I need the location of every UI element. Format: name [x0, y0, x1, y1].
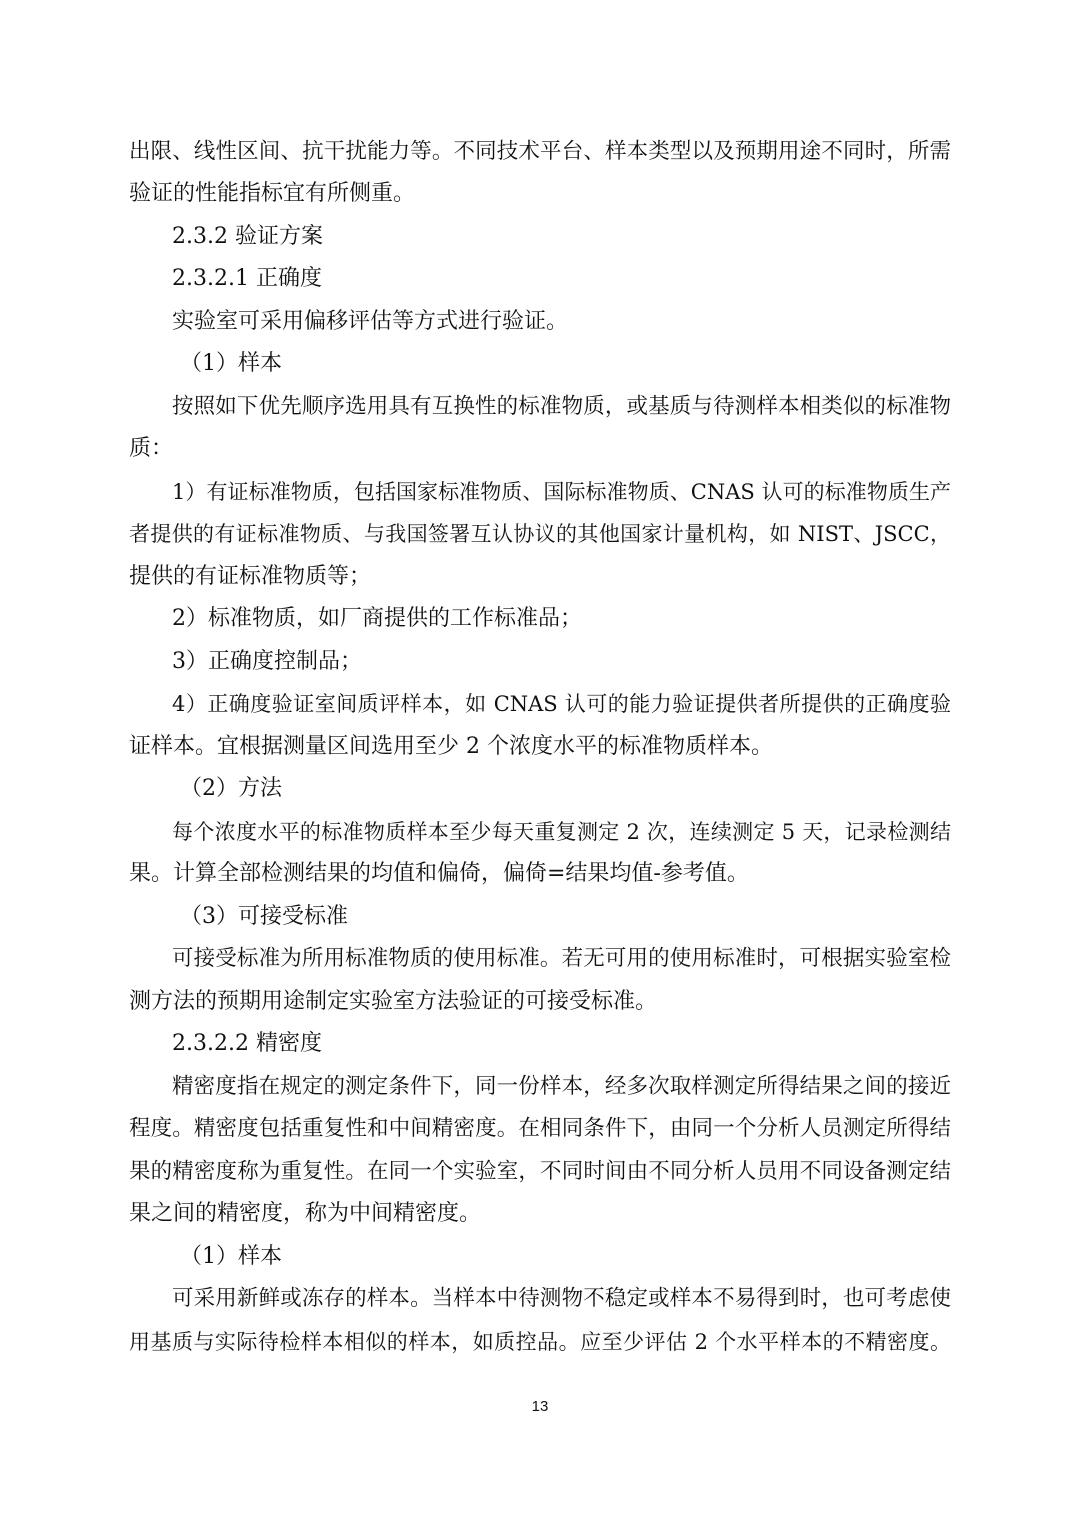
text-line: 精密度指在规定的测定条件下，同一份样本，经多次取样测定所得结果之间的接近 — [172, 1074, 951, 1099]
text-line: 测方法的预期用途制定实验室方法验证的可接受标准。 — [129, 989, 658, 1014]
subsection-heading: 2.3.2.2 精密度 — [172, 1031, 322, 1056]
item-heading: （1）样本 — [180, 1244, 282, 1269]
text-line: 者提供的有证标准物质、与我国签署互认协议的其他国家计量机构，如 NIST、JSCC， — [129, 522, 951, 546]
text-line: 果之间的精密度，称为中间精密度。 — [129, 1201, 482, 1226]
text-line: 果的精密度称为重复性。在同一个实验室，不同时间由不同分析人员用不同设备测定结 — [129, 1159, 951, 1184]
text-line: 用基质与实际待检样本相似的样本，如质控品。应至少评估 2 个水平样本的不精密度。 — [129, 1330, 951, 1354]
text-line: 每个浓度水平的标准物质样本至少每天重复测定 2 次，连续测定 5 天，记录检测结 — [172, 820, 951, 844]
item-heading: （1）样本 — [180, 351, 282, 376]
text-line: 可采用新鲜或冻存的样本。当样本中待测物不稳定或样本不易得到时，也可考虑使 — [172, 1286, 951, 1311]
text-line: 质： — [129, 436, 174, 461]
text-line: 提供的有证标准物质等； — [129, 564, 372, 589]
text-line: 2）标准物质，如厂商提供的工作标准品； — [172, 606, 582, 631]
text-line: 1）有证标准物质，包括国家标准物质、国际标准物质、CNAS 认可的标准物质生产 — [172, 480, 951, 504]
text-line: 验证的性能指标宜有所侧重。 — [129, 181, 416, 206]
item-heading: （3）可接受标准 — [180, 904, 348, 929]
text-line: 证样本。宜根据测量区间选用至少 2 个浓度水平的标准物质样本。 — [129, 734, 773, 759]
text-line: 4）正确度验证室间质评样本，如 CNAS 认可的能力验证提供者所提供的正确度验 — [172, 692, 951, 716]
section-heading: 2.3.2 验证方案 — [172, 224, 323, 249]
text-line: 程度。精密度包括重复性和中间精密度。在相同条件下，由同一个分析人员测定所得结 — [129, 1116, 951, 1141]
text-line: 实验室可采用偏移评估等方式进行验证。 — [172, 309, 569, 334]
item-heading: （2）方法 — [180, 776, 282, 801]
text-line: 果。计算全部检测结果的均值和偏倚，偏倚=结果均值-参考值。 — [129, 861, 749, 886]
text-line: 出限、线性区间、抗干扰能力等。不同技术平台、样本类型以及预期用途不同时，所需 — [129, 139, 951, 164]
text-line: 可接受标准为所用标准物质的使用标准。若无可用的使用标准时，可根据实验室检 — [172, 946, 951, 971]
text-line: 3）正确度控制品； — [172, 649, 362, 674]
text-line: 按照如下优先顺序选用具有互换性的标准物质，或基质与待测样本相类似的标准物 — [172, 394, 951, 419]
page-number: 13 — [531, 1398, 549, 1415]
subsection-heading: 2.3.2.1 正确度 — [172, 266, 322, 291]
